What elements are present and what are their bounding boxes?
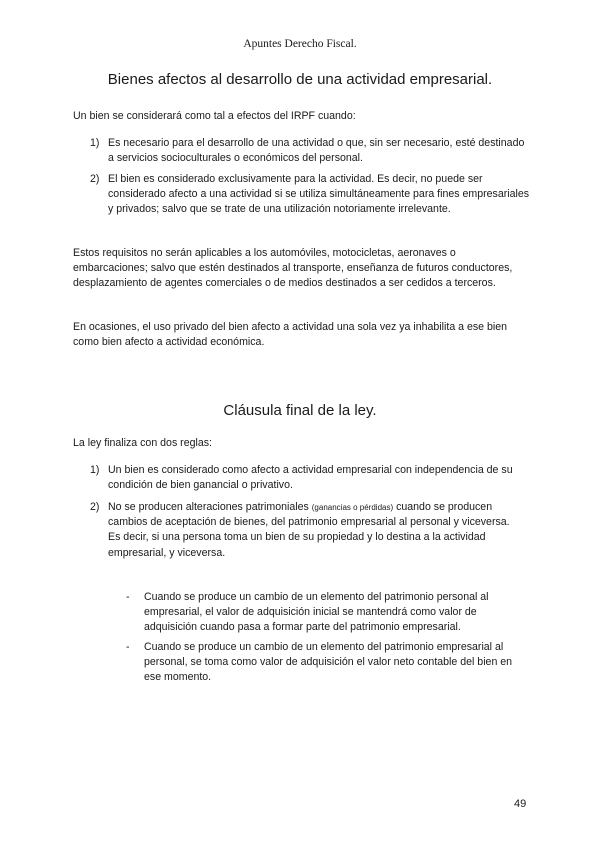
- list-item-text-extra: Es decir, si una persona toma un bien de su propiedad y lo destina a la actividad empresarial, y viceversa.: [108, 531, 486, 559]
- list-item-number: 1): [90, 464, 100, 476]
- section-title-bienes-afectos: Bienes afectos al desarrollo de una actividad empresarial.: [107, 71, 493, 88]
- list-item-number: 2): [90, 501, 100, 513]
- list-item: [90, 136, 530, 166]
- list-item-text: El bien es considerado exclusivamente para la actividad. Es decir, no puede ser considerado afecto a una actividad si se utiliza simultáneamente para fines empresariales y privados; salvo que se trate de una utilización notoriamente irrelevante.: [108, 173, 530, 216]
- dash-marker: -: [126, 591, 130, 603]
- section2-intro: La ley finaliza con dos reglas:: [73, 437, 212, 449]
- list-item: [90, 500, 530, 561]
- list-item-text: [108, 500, 530, 561]
- section1-paragraph-vehicles: Estos requisitos no serán aplicables a los automóviles, motocicletas, aeronaves o embarcaciones; salvo que estén destinados al transporte, enseñanza de futuros conductores, desplazamiento de agentes comerciales o de medios destinados a ser cedidos a terceros.: [73, 247, 513, 290]
- gains-losses-note: (ganancias o pérdidas): [311, 503, 394, 512]
- list-item: [90, 463, 530, 493]
- page-number: 49: [514, 798, 527, 810]
- list-item: [90, 172, 530, 218]
- list-item-number: 1): [90, 137, 100, 149]
- bullet-text: Cuando se produce un cambio de un elemento del patrimonio empresarial al personal, se toma como valor de adquisición el valor neto contable del bien en ese momento.: [144, 641, 513, 684]
- list-item-text: Es necesario para el desarrollo de una actividad o que, sin ser necesario, esté destinado a servicios socioculturales o económicos del personal.: [108, 137, 525, 165]
- page-header: Apuntes Derecho Fiscal.: [243, 38, 357, 50]
- section1-intro: Un bien se considerará como tal a efectos del IRPF cuando:: [73, 110, 356, 122]
- bullet-item: [126, 590, 526, 636]
- list-item-number: 2): [90, 173, 100, 185]
- bullet-item: [126, 640, 526, 686]
- bullet-text: Cuando se produce un cambio de un elemento del patrimonio personal al empresarial, el valor de adquisición inicial se mantendrá como valor de adquisición cuando pasa a formar parte del patrimonio empresarial.: [144, 591, 489, 634]
- list-item-text-start: No se producen alteraciones patrimoniales: [108, 501, 312, 513]
- section-title-clausula-final: Cláusula final de la ley.: [223, 402, 377, 419]
- list-item-text-end: cuando se producen cambios de aceptación de bienes, del patrimonio empresarial al personal y viceversa.: [108, 501, 510, 529]
- section1-paragraph-private-use: En ocasiones, el uso privado del bien afecto a actividad una sola vez ya inhabilita a ese bien como bien afecto a actividad económica.: [73, 321, 508, 349]
- dash-marker: -: [126, 641, 130, 653]
- list-item-text: Un bien es considerado como afecto a actividad empresarial con independencia de su condición de bien ganancial o privativo.: [108, 464, 513, 492]
